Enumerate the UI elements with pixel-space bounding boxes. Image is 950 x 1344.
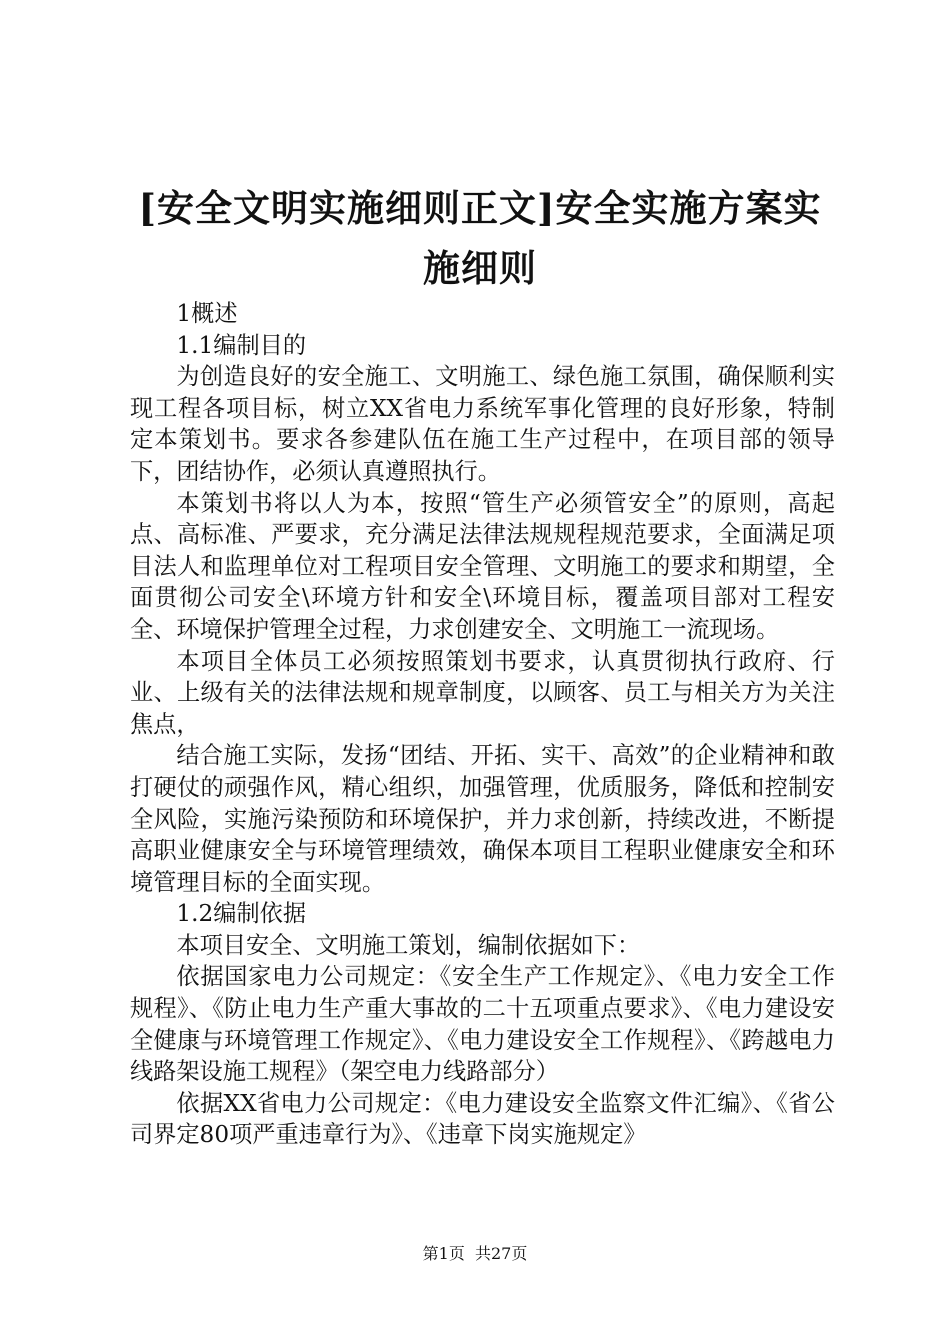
- subsection-heading: 1.1编制目的: [176, 331, 307, 359]
- body-paragraph: 为创造良好的安全施工、文明施工、绿色施工氛围，确保顺利实现工程各项目标，树立XX省电力系统军事化管理的良好形象，特制定本策划书。要求各参建队伍在施工生产过程中，在项目部的领导下，团结协作，必须认真遵照执行。: [130, 363, 835, 485]
- body-paragraph: 依据XX省电力公司规定：《电力建设安全监察文件汇编》、《省公司界定80项严重违章行为》、《违章下岗实施规定》: [130, 1089, 835, 1149]
- section-heading: 1概述: [176, 300, 238, 327]
- body-paragraph: 结合施工实际，发扬“团结、开拓、实干、高效”的企业精神和敢打硬仗的顽强作风，精心组织，加强管理，优质服务，降低和控制安全风险，实施污染预防和环境保护，并力求创新，持续改进，不断提高职业健康安全与环境管理绩效，确保本项目工程职业健康安全和环境管理目标的全面实现。: [130, 742, 835, 896]
- subsection-heading: 1.2编制依据: [176, 900, 307, 928]
- page-footer: [0, 1244, 950, 1264]
- body-paragraph: 依据国家电力公司规定：《安全生产工作规定》、《电力安全工作规程》、《防止电力生产重大事故的二十五项重点要求》、《电力建设安全健康与环境管理工作规定》、《电力建设安全工作规程》、《跨越电力线路架设施工规程》（架空电力线路部分）: [130, 963, 835, 1086]
- document-body: [130, 298, 835, 1151]
- body-paragraph: 本策划书将以人为本，按照“管生产必须管安全”的原则，高起点、高标准、严要求，充分满足法律法规规程规范要求，全面满足项目法人和监理单位对工程项目安全管理、文明施工的要求和期望，全面贯彻公司安全\环境方针和安全\环境目标，覆盖项目部对工程安全、环境保护管理全过程，力求创建安全、文明施工一流现场。: [130, 489, 835, 643]
- body-paragraph: 本项目全体员工必须按照策划书要求，认真贯彻执行政府、行业、上级有关的法律法规和规章制度，以顾客、员工与相关方为关注焦点，: [130, 647, 835, 738]
- body-paragraph: 本项目安全、文明施工策划，编制依据如下：: [176, 931, 641, 959]
- document-title: [安全文明实施细则正文]安全实施方案实施细则: [138, 186, 822, 290]
- page-number-label: 第1页 共27页: [422, 1244, 528, 1263]
